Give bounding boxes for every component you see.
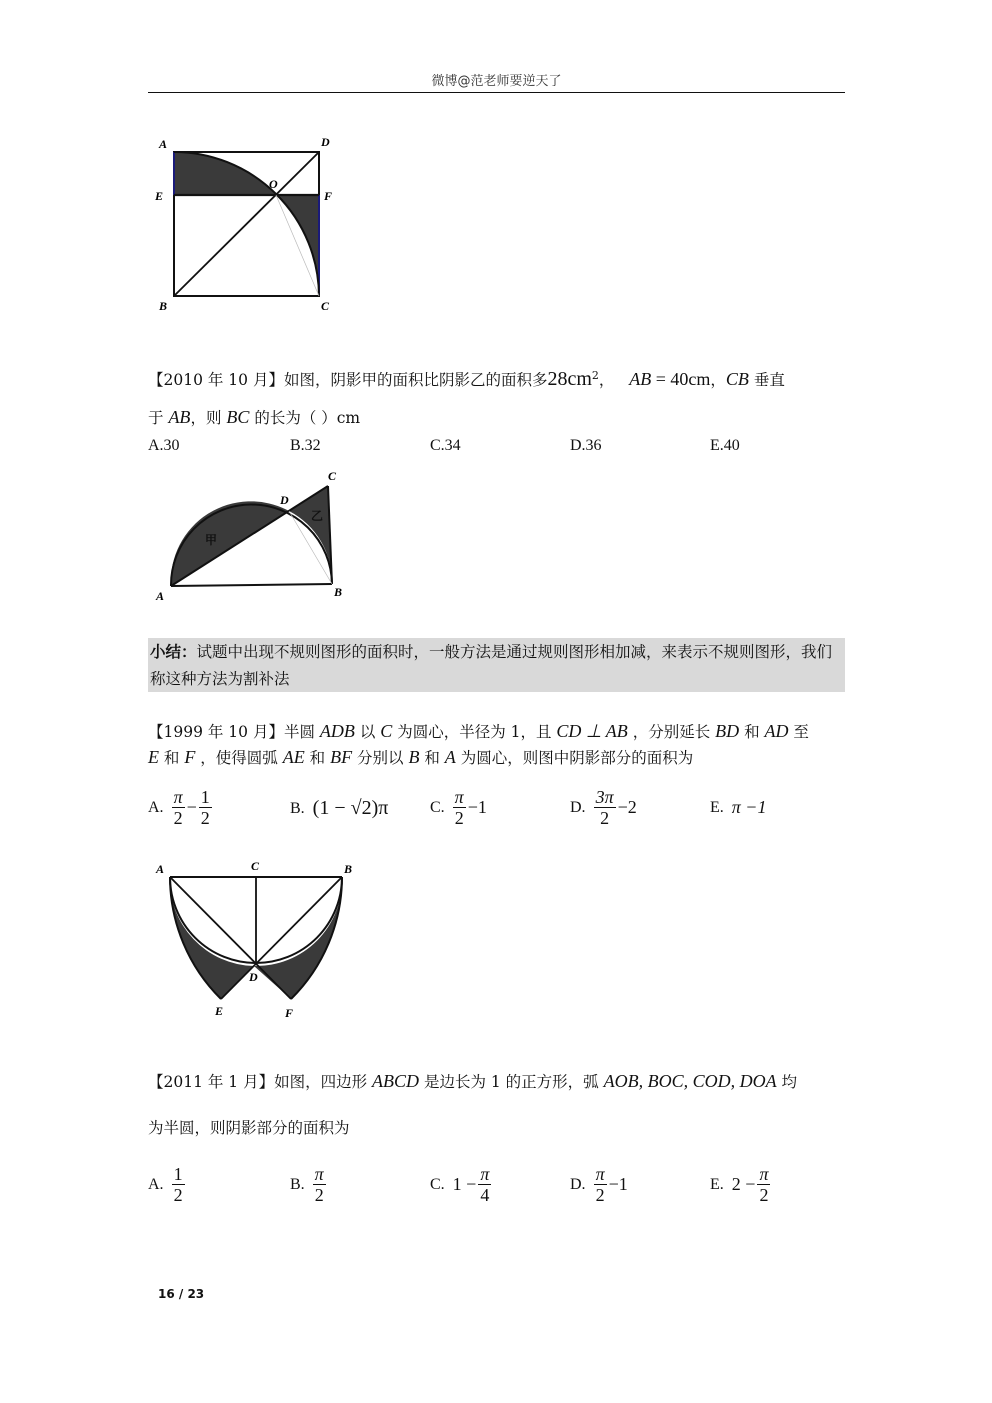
summary-text: 试题中出现不规则图形的面积时，一般方法是通过规则图形相加减，来表示不规则图形，我们称这种方法为割补法 bbox=[150, 643, 833, 688]
q3-option-e[interactable]: E. 2 − $\frac{\pi}{2}$ bbox=[710, 1164, 769, 1205]
q3-line1: 【2011 年 1 月】如图，四边形 ABCD 是边长为 1 的正方形，弧 AOB, BOC, COD, DOA 均 bbox=[148, 1071, 798, 1091]
q1-line1: 【2010 年 10 月】如图，阴影甲的面积比阴影乙的面积多$28cm^2$， AB = 40cm，CB 垂直 bbox=[148, 368, 785, 390]
q3-line2: 为半圆，则阴影部分的面积为 bbox=[148, 1119, 350, 1137]
label-a: A bbox=[156, 862, 165, 876]
label-c: C bbox=[328, 469, 337, 483]
shaded-region-left bbox=[170, 877, 254, 999]
shaded-region-top bbox=[174, 152, 276, 195]
label-e: E bbox=[215, 1004, 224, 1018]
q3-option-b[interactable]: B. $\frac{\pi}{2}$ bbox=[290, 1164, 324, 1205]
label-d: D bbox=[321, 135, 330, 149]
q1-option-b[interactable]: B.32 bbox=[290, 437, 321, 454]
q1-line2: 于 AB，则 BC 的长为（ ）cm bbox=[148, 407, 361, 427]
q1-option-d[interactable]: D.36 bbox=[570, 437, 602, 454]
label-f: F bbox=[324, 189, 333, 203]
q2-option-e[interactable]: E. π −1 bbox=[710, 797, 767, 817]
label-jia: 甲 bbox=[205, 533, 218, 547]
shaded-region-right bbox=[254, 877, 342, 999]
page-number: 16 / 23 bbox=[158, 1287, 205, 1301]
label-o: O bbox=[269, 177, 278, 191]
label-b: B bbox=[159, 299, 168, 313]
shaded-region-yi bbox=[289, 486, 332, 584]
q1-option-c[interactable]: C.34 bbox=[430, 437, 461, 454]
q2-option-b[interactable]: B. (1 − √2)π bbox=[290, 797, 389, 819]
figure-semicircle-triangle bbox=[150, 462, 360, 607]
q3-option-d[interactable]: D. $\frac{\pi}{2}$ −1 bbox=[570, 1164, 628, 1205]
q2-option-a[interactable]: A. $\frac{\pi}{2}$ − $\frac{1}{2}$ bbox=[148, 787, 210, 828]
q2-line2: E 和 F ，使得圆弧 AE 和 BF 分别以 B 和 A 为圆心，则图中阴影部分的面积为 bbox=[148, 747, 694, 767]
q2-option-c[interactable]: C. $\frac{\pi}{2}$ −1 bbox=[430, 787, 487, 828]
page-header: 微博@范老师要逆天了 bbox=[431, 74, 562, 89]
label-b: B bbox=[344, 862, 353, 876]
summary-box bbox=[148, 638, 845, 692]
q1-option-a[interactable]: A.30 bbox=[148, 437, 180, 454]
label-f: F bbox=[285, 1006, 294, 1020]
label-c: C bbox=[251, 859, 260, 873]
label-yi: 乙 bbox=[311, 509, 324, 523]
q2-line1: 【1999 年 10 月】半圆 ADB 以 C 为圆心，半径为 1，且 CD ⊥ AB ，分别延长 BD 和 AD 至 bbox=[148, 721, 809, 741]
label-e: E bbox=[155, 189, 164, 203]
q3-option-c[interactable]: C. 1 − $\frac{\pi}{4}$ bbox=[430, 1164, 490, 1205]
label-d: D bbox=[249, 970, 258, 984]
header-divider bbox=[148, 92, 845, 93]
q1-option-e[interactable]: E.40 bbox=[710, 437, 740, 454]
label-a: A bbox=[159, 137, 168, 151]
label-a: A bbox=[156, 589, 165, 603]
label-c: C bbox=[321, 299, 330, 313]
q3-option-a[interactable]: A. $\frac{1}{2}$ bbox=[148, 1164, 183, 1205]
figure-semicircle-arcs bbox=[150, 855, 365, 1025]
q2-option-d[interactable]: D. $\frac{3\pi}{2}$ −2 bbox=[570, 787, 637, 828]
shaded-region-jia bbox=[171, 501, 289, 586]
summary-label: 小结： bbox=[150, 642, 197, 661]
figure-square-quarter-arc bbox=[150, 130, 350, 320]
label-b: B bbox=[334, 585, 343, 599]
segment-ab bbox=[171, 584, 332, 586]
label-d: D bbox=[280, 493, 289, 507]
